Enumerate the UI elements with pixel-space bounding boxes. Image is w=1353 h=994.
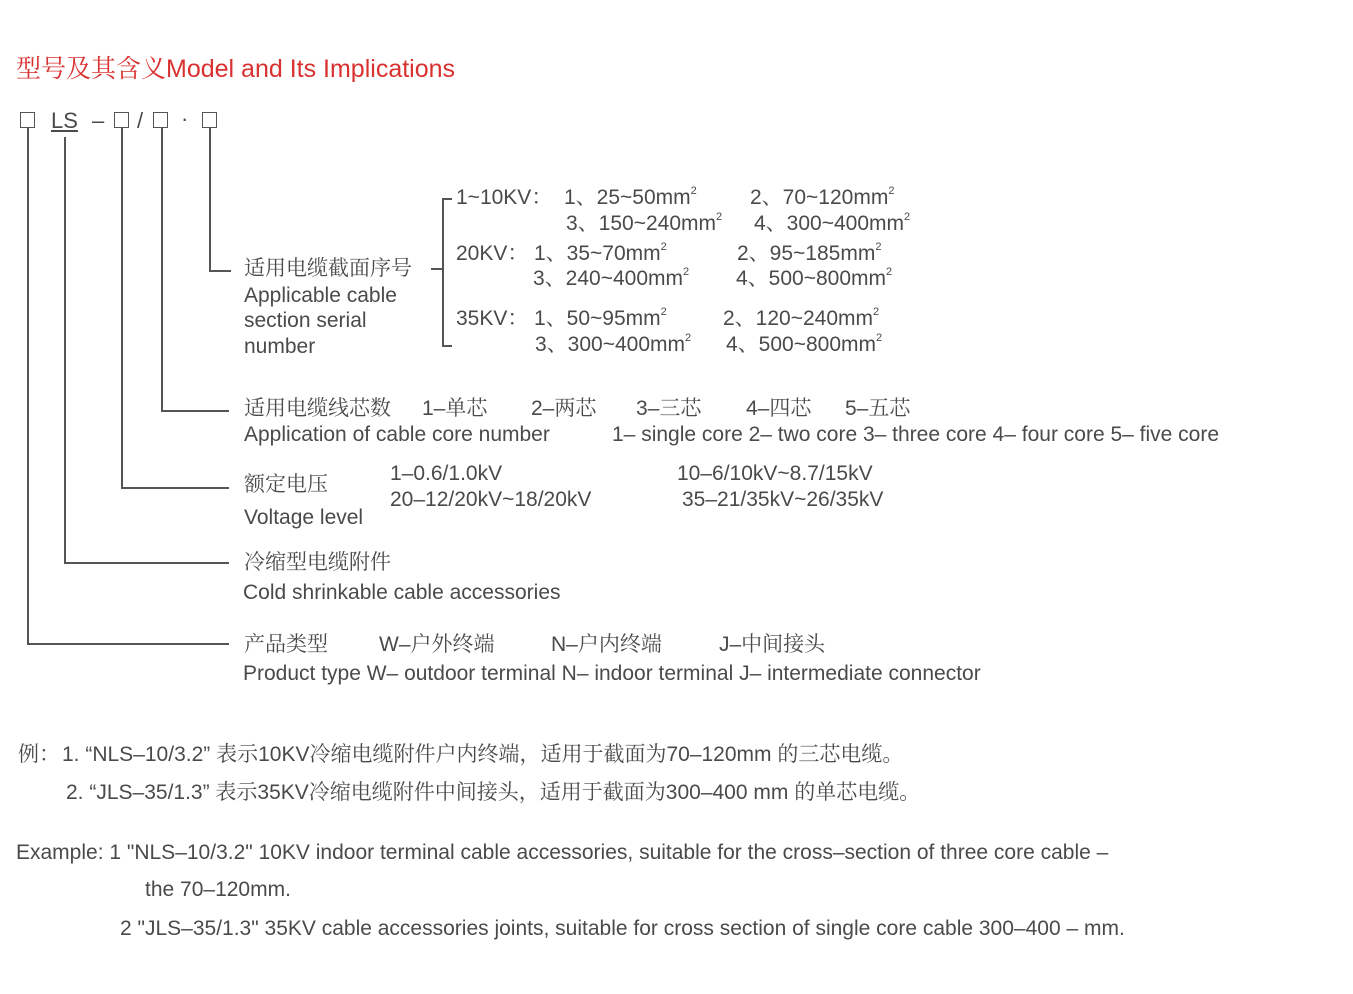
- core-option-3: 3–三芯: [636, 397, 702, 420]
- connector-line-core-number: [161, 128, 163, 411]
- connector-hline-core-number: [161, 410, 229, 412]
- section-bracket-bottom: [442, 345, 452, 347]
- kv35-range-4: 4、$500\sim 800mm^2$: [726, 332, 883, 356]
- kv35-range-1: 1、$50\sim 95mm^2$: [534, 306, 667, 330]
- page-title: 型号及其含义Model and Its Implications: [16, 55, 456, 83]
- core-option-5: 5–五芯: [845, 397, 911, 420]
- product-type-w: W–户外终端: [379, 633, 495, 656]
- product-type-j: J–中间接头: [719, 633, 826, 656]
- connector-hline-product-type: [27, 643, 229, 645]
- core-number-en: Application of cable core number: [244, 423, 550, 446]
- section-serial-en-3: number: [244, 335, 316, 358]
- code-box-core-number: [153, 112, 168, 128]
- code-dash: –: [92, 108, 105, 133]
- connector-line-cold-shrink: [64, 137, 66, 563]
- kv10-range-2: 2、$70\sim 120mm^2$: [750, 185, 895, 209]
- kv20-range-2: 2、$95\sim 185mm^2$: [737, 241, 882, 265]
- product-type-cn: 产品类型: [244, 633, 328, 656]
- kv35-range-3: 3、$300\sim 400mm^2$: [535, 332, 692, 356]
- kv35-head: 35KV：: [456, 307, 529, 330]
- connector-hline-cold-shrink: [64, 562, 229, 564]
- voltage-option-2: 10–6/10kV~8.7/15kV: [677, 462, 873, 485]
- kv20-head: 20KV：: [456, 242, 529, 265]
- connector-line-section-serial: [209, 128, 211, 271]
- core-option-4: 4–四芯: [746, 397, 812, 420]
- example-cn-line-1: 1. “NLS–10/3.2” 表示10KV冷缩电缆附件户内终端，适用于截面为70–120mm 的三芯电缆。: [62, 743, 904, 766]
- voltage-en: Voltage level: [244, 506, 364, 529]
- kv20-range-4: 4、$500\sim 800mm^2$: [736, 266, 893, 290]
- connector-line-product-type: [27, 128, 29, 644]
- kv10-head: 1~10KV：: [456, 186, 553, 209]
- kv35-range-2: 2、$120\sim 240mm^2$: [723, 306, 880, 330]
- section-bracket-stem: [431, 268, 442, 270]
- section-serial-cn: 适用电缆截面序号: [244, 257, 412, 280]
- section-bracket-top: [442, 198, 452, 200]
- connector-line-voltage: [121, 128, 123, 488]
- core-number-cn: 适用电缆线芯数: [244, 397, 391, 420]
- example-cn-label: 例：: [18, 743, 60, 766]
- section-bracket: [442, 198, 444, 346]
- code-slash: /: [137, 108, 144, 133]
- code-box-voltage: [114, 112, 129, 128]
- connector-hline-section-serial: [209, 270, 231, 272]
- connector-hline-voltage: [121, 487, 229, 489]
- section-serial-en-1: Applicable cable: [244, 284, 397, 307]
- example-en-line-3: 2 "JLS–35/1.3" 35KV cable accessories joints, suitable for cross section of single core cable 300–400 – mm.: [120, 917, 1125, 940]
- kv10-range-3: 3、$150\sim 240mm^2$: [566, 211, 723, 235]
- code-dot: ·: [181, 106, 189, 131]
- product-type-en: Product type W– outdoor terminal N– indoor terminal J– intermediate connector: [243, 662, 981, 685]
- voltage-cn: 额定电压: [244, 473, 328, 496]
- voltage-option-4: 35–21/35kV~26/35kV: [682, 488, 884, 511]
- kv20-range-1: 1、$35\sim 70mm^2$: [534, 241, 667, 265]
- core-number-en-values: 1– single core 2– two core 3– three core 4– four core 5– five core: [612, 423, 1220, 446]
- code-ls: LS: [51, 108, 78, 133]
- core-option-1: 1–单芯: [422, 397, 488, 420]
- code-box-product-type: [20, 112, 35, 128]
- cold-shrink-en: Cold shrinkable cable accessories: [243, 581, 561, 604]
- product-type-n: N–户内终端: [551, 633, 662, 656]
- example-en-line-2: the 70–120mm.: [145, 878, 291, 901]
- kv10-range-4: 4、$300\sim 400mm^2$: [754, 211, 911, 235]
- voltage-option-1: 1–0.6/1.0kV: [390, 462, 503, 485]
- cold-shrink-cn: 冷缩型电缆附件: [244, 551, 391, 574]
- example-en-line-1: Example: 1 "NLS–10/3.2" 10KV indoor terminal cable accessories, suitable for the cross–section of three core cable –: [16, 841, 1109, 864]
- kv20-range-3: 3、$240\sim 400mm^2$: [533, 266, 690, 290]
- voltage-option-3: 20–12/20kV~18/20kV: [390, 488, 592, 511]
- kv10-range-1: 1、$25\sim 50mm^2$: [564, 185, 697, 209]
- core-option-2: 2–两芯: [531, 397, 597, 420]
- section-serial-en-2: section serial: [244, 309, 367, 332]
- code-box-section-serial: [202, 112, 217, 128]
- example-cn-line-2: 2. “JLS–35/1.3” 表示35KV冷缩电缆附件中间接头，适用于截面为300–400 mm 的单芯电缆。: [66, 781, 921, 804]
